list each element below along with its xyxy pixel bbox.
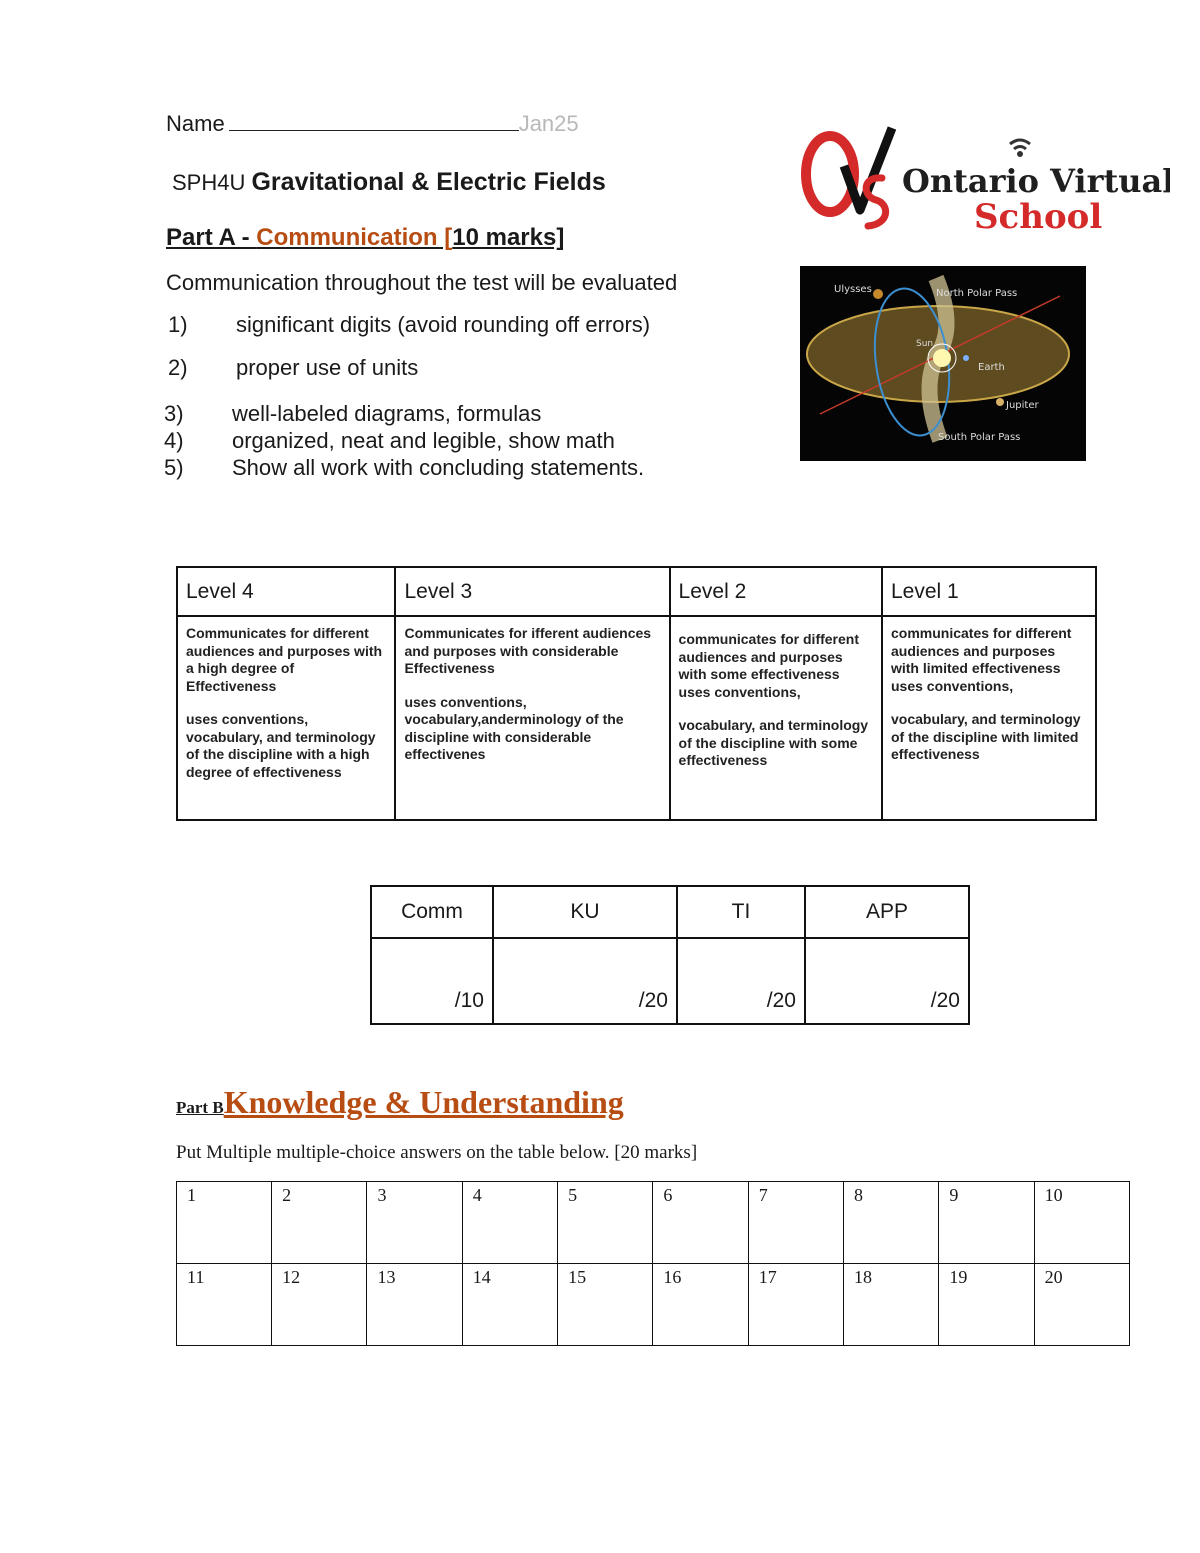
rubric-desc-part1: communicates for different audiences and purposes with some effectiveness uses conventions, <box>678 631 860 700</box>
part-b-heading <box>176 1084 624 1121</box>
rubric-desc-part2: uses conventions, vocabulary,anderminology of the discipline with considerable effectivenes <box>404 693 624 762</box>
criterion-number: 4) <box>164 428 184 453</box>
criterion-item <box>168 312 650 338</box>
answer-cell[interactable]: 14 <box>462 1264 557 1346</box>
part-a-title: Communication [ <box>256 224 453 251</box>
answer-cell[interactable]: 12 <box>272 1264 367 1346</box>
rubric-desc-part1: communicates for different audiences and purposes with limited effectiveness uses conventions, <box>890 625 1072 694</box>
answer-row <box>177 1264 1130 1346</box>
rubric-level-header: Level 1 <box>882 567 1096 616</box>
answer-cell[interactable]: 19 <box>939 1264 1034 1346</box>
course-title: Gravitational & Electric Fields <box>251 168 606 196</box>
diagram-label: North Polar Pass <box>936 288 1018 299</box>
rubric-level-header: Level 4 <box>177 567 395 616</box>
answer-cell[interactable]: 2 <box>272 1182 367 1264</box>
diagram-label: South Polar Pass <box>938 432 1021 443</box>
answer-cell[interactable]: 10 <box>1034 1182 1129 1264</box>
rubric-level-header: Level 2 <box>670 567 882 616</box>
answer-cell[interactable]: 18 <box>844 1264 939 1346</box>
marks-header-cell: TI <box>677 886 805 938</box>
criterion-number: 5) <box>164 455 184 480</box>
marks-value-cell[interactable]: /10 <box>371 938 493 1024</box>
date-text: Jan25 <box>518 111 579 136</box>
answer-cell[interactable]: 7 <box>748 1182 843 1264</box>
diagram-label: Sun <box>916 339 934 349</box>
diagram-label: Jupiter <box>1006 400 1039 411</box>
marks-value-row <box>371 938 969 1024</box>
orbit-diagram-icon <box>800 266 1086 461</box>
criterion-number: 3) <box>164 401 184 426</box>
rubric-desc-part2: vocabulary, and terminology of the discipline with limited effectiveness <box>890 711 1081 762</box>
criterion-number: 1) <box>168 312 188 337</box>
marks-header-cell: APP <box>805 886 969 938</box>
name-label: Name <box>166 111 225 136</box>
marks-value-cell[interactable]: /20 <box>805 938 969 1024</box>
criterion-item <box>164 428 615 454</box>
criterion-text: proper use of units <box>236 355 419 380</box>
answer-cell[interactable]: 6 <box>653 1182 748 1264</box>
logo-line2: School <box>974 197 1103 236</box>
answer-cell[interactable]: 16 <box>653 1264 748 1346</box>
rubric-description-row <box>177 616 1096 820</box>
diagram-label: Earth <box>978 362 1005 373</box>
answer-cell[interactable]: 1 <box>177 1182 272 1264</box>
criterion-text: Show all work with concluding statements. <box>232 455 645 480</box>
marks-header-cell: KU <box>493 886 677 938</box>
marks-header-row <box>371 886 969 938</box>
answer-cell[interactable]: 20 <box>1034 1264 1129 1346</box>
communication-rubric-table <box>176 566 1097 821</box>
marks-summary-table <box>370 885 970 1025</box>
rubric-description-cell <box>177 616 395 820</box>
answer-cell[interactable]: 13 <box>367 1264 462 1346</box>
part-a-marks: 10 marks] <box>452 224 565 251</box>
rubric-header-row <box>177 567 1096 616</box>
communication-intro: Communication throughout the test will be evaluated <box>166 270 678 295</box>
answer-row <box>177 1182 1130 1264</box>
answer-cell[interactable]: 17 <box>748 1264 843 1346</box>
name-line <box>166 110 579 137</box>
part-a-heading <box>166 224 564 252</box>
answer-cell[interactable]: 9 <box>939 1182 1034 1264</box>
part-a-prefix: Part A - <box>166 224 257 251</box>
rubric-desc-part2: vocabulary, and terminology of the discipline with some effectiveness <box>678 717 869 768</box>
rubric-level-header: Level 3 <box>395 567 669 616</box>
answer-cell[interactable]: 4 <box>462 1182 557 1264</box>
marks-value-cell[interactable]: /20 <box>677 938 805 1024</box>
answer-cell[interactable]: 8 <box>844 1182 939 1264</box>
rubric-description-cell <box>670 616 882 820</box>
part-b-prefix: Part B <box>176 1098 224 1117</box>
criterion-text: organized, neat and legible, show math <box>232 428 615 453</box>
answer-cell[interactable]: 11 <box>177 1264 272 1346</box>
logo-line1: Ontario Virtual <box>902 162 1170 200</box>
criterion-text: well-labeled diagrams, formulas <box>232 401 542 426</box>
answer-cell[interactable]: 15 <box>558 1264 653 1346</box>
course-code: SPH4U <box>172 170 246 195</box>
ontario-virtual-school-logo <box>798 126 1170 236</box>
part-b-title: Knowledge & Understanding <box>223 1084 624 1120</box>
answer-cell[interactable]: 5 <box>558 1182 653 1264</box>
name-blank[interactable] <box>229 110 519 131</box>
ovs-mark-icon <box>798 126 1170 236</box>
multiple-choice-answer-table <box>176 1181 1130 1346</box>
criterion-text: significant digits (avoid rounding off errors) <box>236 312 651 337</box>
rubric-description-cell <box>882 616 1096 820</box>
marks-value-cell[interactable]: /20 <box>493 938 677 1024</box>
answer-cell[interactable]: 3 <box>367 1182 462 1264</box>
marks-header-cell: Comm <box>371 886 493 938</box>
rubric-desc-part2: uses conventions, vocabulary, and terminology of the discipline with a high degree of effectiveness <box>186 711 376 780</box>
part-b-instruction: Put Multiple multiple-choice answers on the table below. [20 marks] <box>176 1142 698 1163</box>
diagram-label: Ulysses <box>834 284 872 295</box>
ulysses-orbit-diagram <box>800 266 1086 461</box>
criterion-number: 2) <box>168 355 188 380</box>
rubric-desc-part1: Communicates for ifferent audiences and purposes with considerable Effectiveness <box>404 625 652 676</box>
criterion-item <box>164 455 644 481</box>
rubric-description-cell <box>395 616 669 820</box>
criterion-item <box>168 355 418 381</box>
rubric-desc-part1: Communicates for different audiences and purposes with a high degree of Effectiveness <box>186 625 383 694</box>
course-heading <box>172 168 606 197</box>
criterion-item <box>164 401 541 427</box>
